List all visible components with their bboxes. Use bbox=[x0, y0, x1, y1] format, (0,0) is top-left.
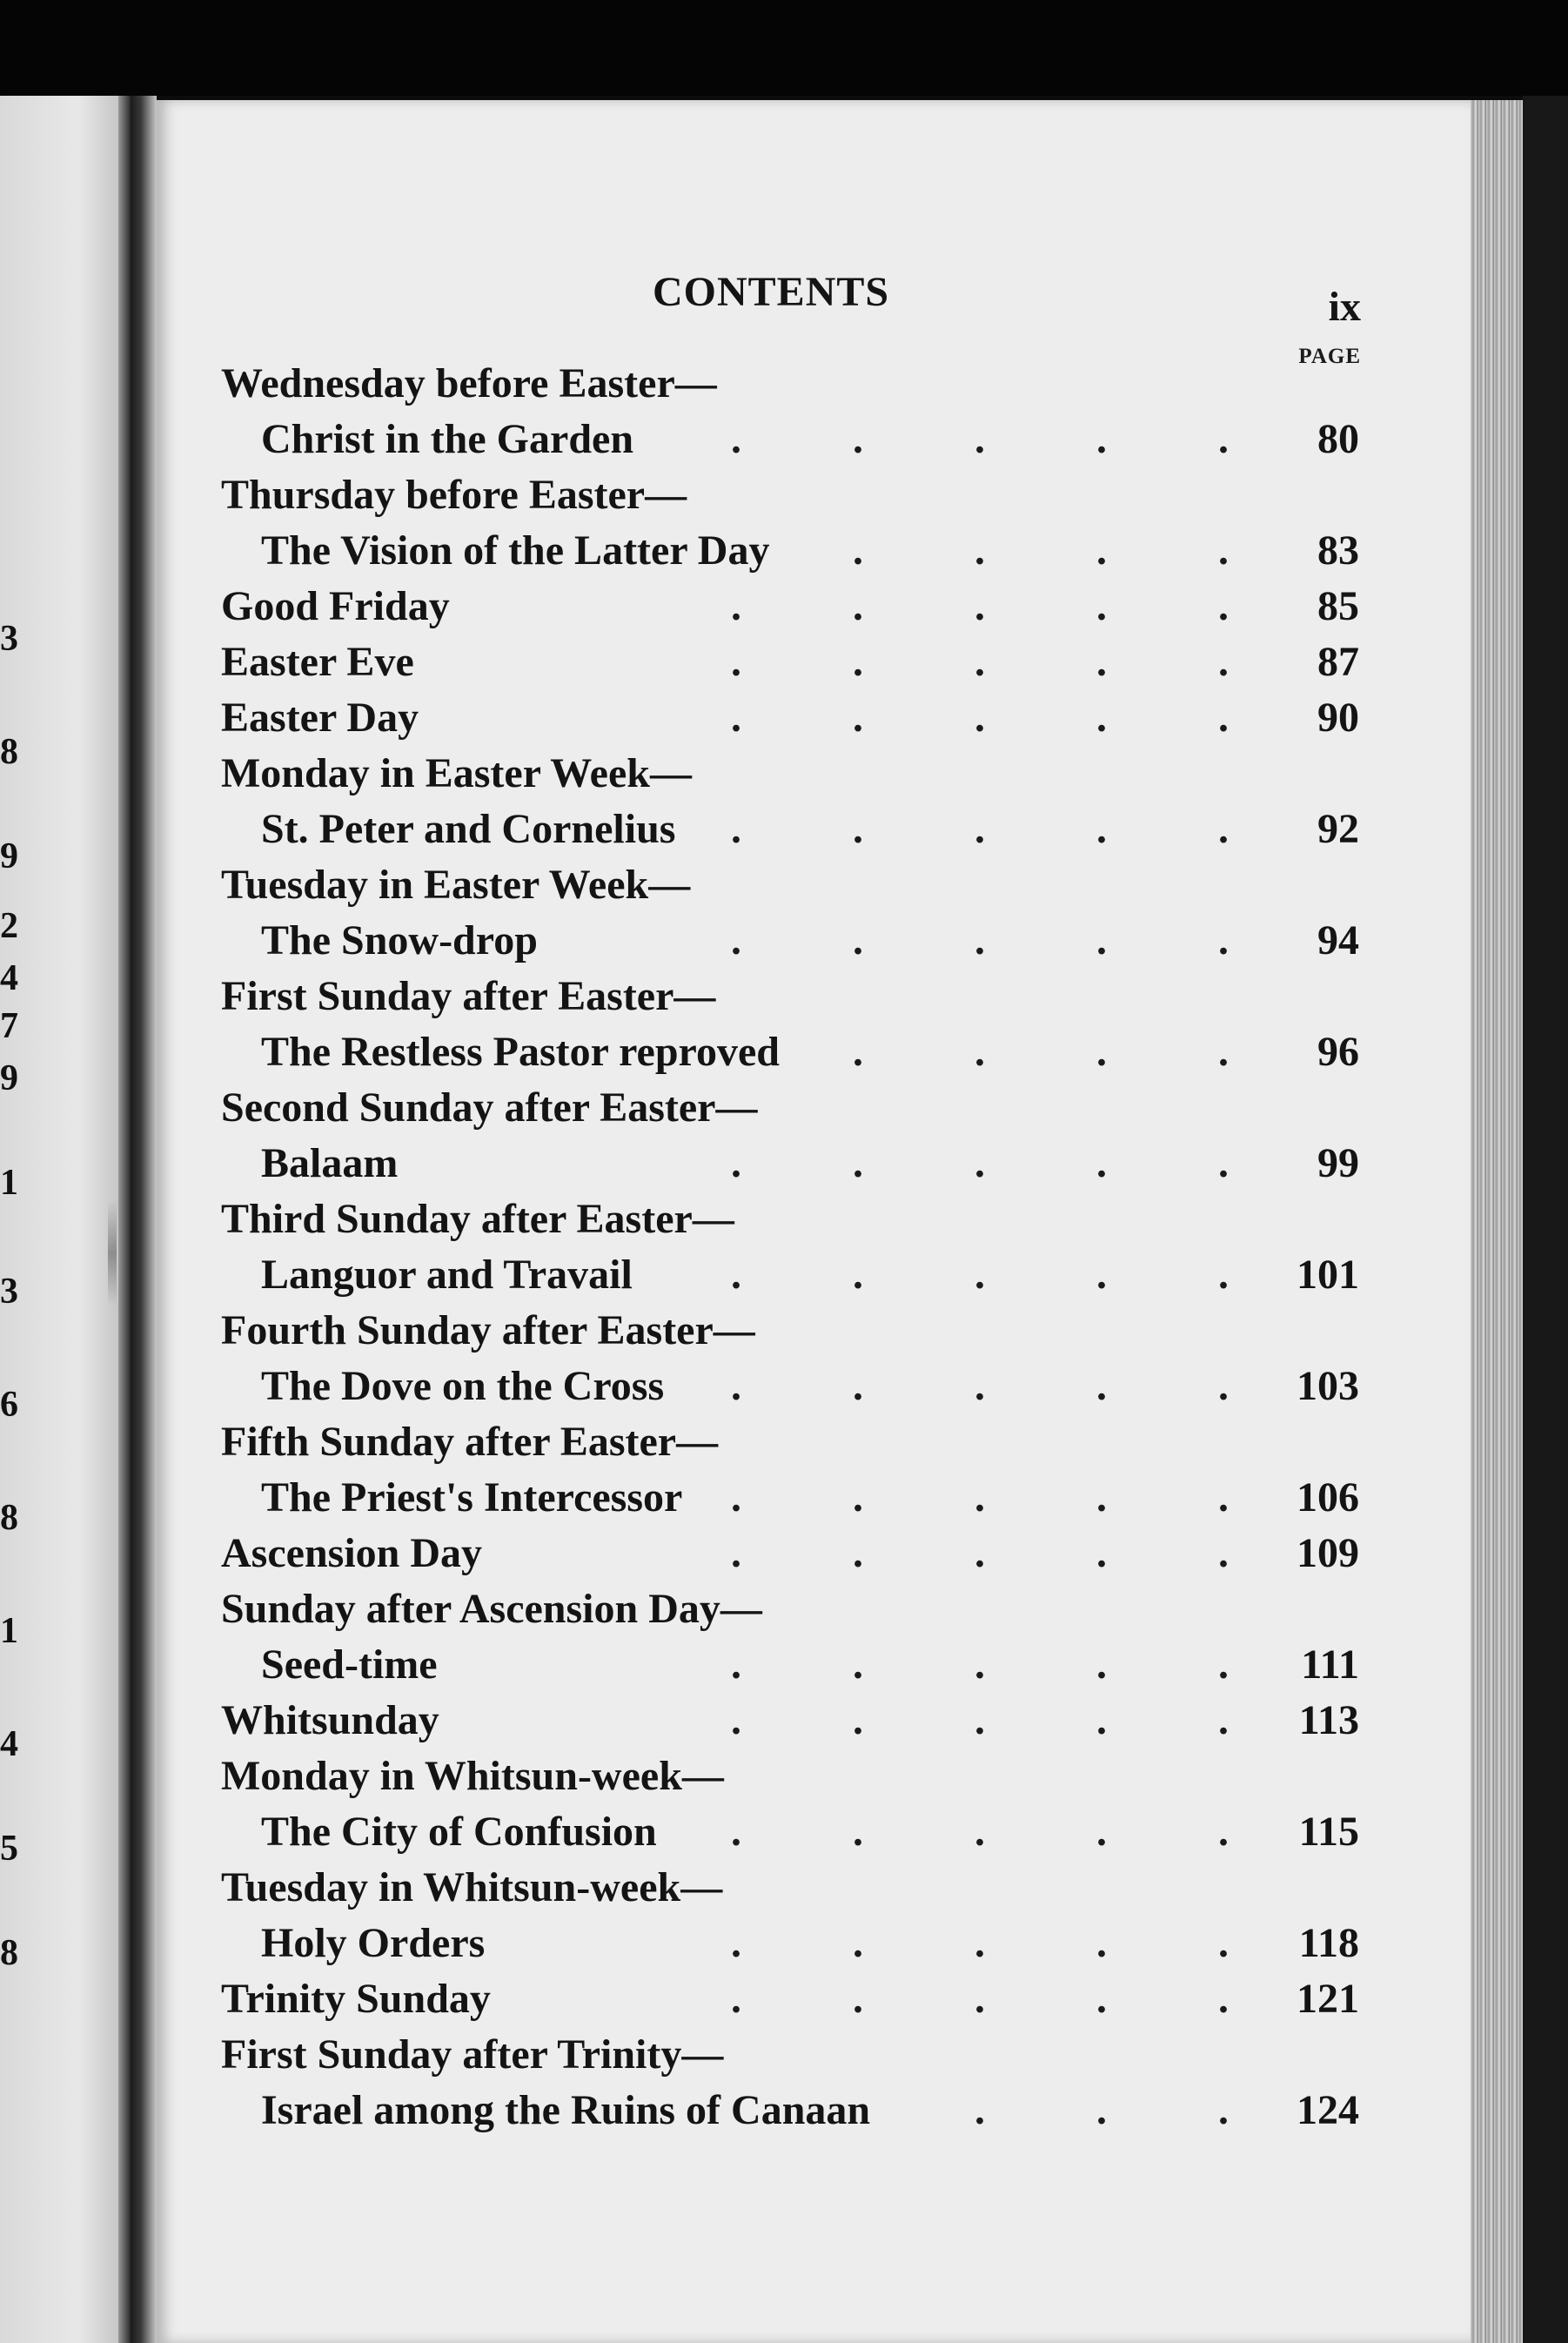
leader-dot: . bbox=[1218, 806, 1229, 852]
folio-page-number: ix bbox=[1328, 284, 1361, 330]
leader-dot: . bbox=[1218, 1474, 1229, 1521]
leader-dot: . bbox=[731, 1252, 741, 1298]
toc-entry bbox=[0, 1917, 1479, 1970]
facing-page-margin-digit: 4 bbox=[0, 1724, 18, 1764]
toc-entry bbox=[0, 1805, 1479, 1859]
toc-entry bbox=[0, 1471, 1479, 1525]
leader-dot: . bbox=[1218, 1029, 1229, 1075]
facing-page-margin-digit: 6 bbox=[0, 1385, 18, 1425]
leader-dot: . bbox=[975, 527, 985, 574]
leader-dot: . bbox=[975, 2087, 985, 2133]
leader-dot: . bbox=[853, 527, 863, 574]
leader-dot: . bbox=[975, 639, 985, 685]
toc-heading bbox=[0, 1304, 1479, 1358]
facing-page-margin-digit: 9 bbox=[0, 836, 18, 876]
toc-entry-title: Whitsunday bbox=[221, 1697, 439, 1743]
leader-dot: . bbox=[853, 1976, 863, 2022]
facing-page-margin-digit: 8 bbox=[0, 732, 18, 772]
toc-entry bbox=[0, 914, 1479, 968]
leader-dot: . bbox=[853, 1140, 863, 1186]
facing-page-margin-digit: 3 bbox=[0, 1272, 18, 1312]
toc-heading-text: Sunday after Ascension Day— bbox=[221, 1586, 762, 1632]
toc-heading bbox=[0, 468, 1479, 522]
toc-heading-text: Fifth Sunday after Easter— bbox=[221, 1419, 719, 1465]
toc-entry-title: The Restless Pastor reproved bbox=[261, 1029, 780, 1075]
leader-dot: . bbox=[1096, 583, 1107, 629]
toc-page-number: 113 bbox=[1298, 1697, 1359, 1743]
toc-page-number: 85 bbox=[1317, 583, 1359, 629]
leader-dot: . bbox=[731, 1809, 741, 1855]
toc-entry bbox=[0, 1694, 1479, 1748]
leader-dot: . bbox=[731, 1140, 741, 1186]
toc-entry-title: Seed-time bbox=[261, 1641, 438, 1688]
leader-dot: . bbox=[1218, 1252, 1229, 1298]
toc-page-number: 118 bbox=[1298, 1920, 1359, 1966]
toc-page-number: 103 bbox=[1297, 1363, 1359, 1409]
toc-page-number: 121 bbox=[1297, 1976, 1359, 2022]
leader-dot: . bbox=[853, 639, 863, 685]
toc-entry-title: The Snow-drop bbox=[261, 917, 538, 963]
toc-heading-text: Third Sunday after Easter— bbox=[221, 1196, 734, 1242]
leader-dot: . bbox=[1096, 1920, 1107, 1966]
leader-dot: . bbox=[1096, 695, 1107, 741]
toc-page-number: 99 bbox=[1317, 1140, 1359, 1186]
toc-heading bbox=[0, 747, 1479, 801]
toc-page-number: 124 bbox=[1297, 2087, 1359, 2133]
toc-heading bbox=[0, 1192, 1479, 1246]
leader-dot: . bbox=[731, 1363, 741, 1409]
leader-dot: . bbox=[1218, 1920, 1229, 1966]
leader-dot: . bbox=[731, 1641, 741, 1688]
toc-heading bbox=[0, 2028, 1479, 2082]
leader-dot: . bbox=[1096, 2087, 1107, 2133]
facing-page-margin-digit: 8 bbox=[0, 1498, 18, 1538]
toc-entry bbox=[0, 524, 1479, 578]
leader-dot: . bbox=[853, 1530, 863, 1576]
toc-entry-title: Israel among the Ruins of Canaan bbox=[261, 2087, 871, 2133]
leader-dot: . bbox=[1218, 1363, 1229, 1409]
leader-dot: . bbox=[853, 1029, 863, 1075]
toc-entry-title: The Priest's Intercessor bbox=[261, 1474, 683, 1521]
toc-entry bbox=[0, 1137, 1479, 1191]
toc-heading-text: Tuesday in Easter Week— bbox=[221, 862, 691, 908]
toc-entry-title: Easter Eve bbox=[221, 639, 414, 685]
toc-entry-title: Trinity Sunday bbox=[221, 1976, 491, 2022]
leader-dot: . bbox=[853, 1920, 863, 1966]
toc-entry-title: Ascension Day bbox=[221, 1530, 483, 1576]
leader-dot: . bbox=[975, 1252, 985, 1298]
running-head-title: CONTENTS bbox=[653, 269, 890, 315]
leader-dot: . bbox=[975, 1140, 985, 1186]
leader-dot: . bbox=[853, 1252, 863, 1298]
leader-dot: . bbox=[1096, 527, 1107, 574]
leader-dot: . bbox=[1096, 1252, 1107, 1298]
leader-dot: . bbox=[731, 639, 741, 685]
facing-page-margin-digit: 5 bbox=[0, 1829, 18, 1869]
toc-entry-title: The Vision of the Latter Day bbox=[261, 527, 770, 574]
toc-heading-text: Second Sunday after Easter— bbox=[221, 1084, 758, 1131]
toc-entry bbox=[0, 1025, 1479, 1079]
leader-dot: . bbox=[731, 695, 741, 741]
leader-dot: . bbox=[975, 1530, 985, 1576]
leader-dot: . bbox=[1218, 2087, 1229, 2133]
facing-page-margin-digit: 1 bbox=[0, 1163, 18, 1203]
toc-entry bbox=[0, 1972, 1479, 2026]
leader-dot: . bbox=[731, 1920, 741, 1966]
leader-dot: . bbox=[975, 1809, 985, 1855]
toc-heading-text: Fourth Sunday after Easter— bbox=[221, 1307, 755, 1353]
leader-dot: . bbox=[1218, 695, 1229, 741]
toc-entry bbox=[0, 1638, 1479, 1692]
toc-page-number: 87 bbox=[1317, 639, 1359, 685]
leader-dot: . bbox=[1218, 527, 1229, 574]
leader-dot: . bbox=[1218, 583, 1229, 629]
toc-page-number: 115 bbox=[1298, 1809, 1359, 1855]
leader-dot: . bbox=[731, 1976, 741, 2022]
toc-entry bbox=[0, 580, 1479, 634]
facing-page-margin-digit: 1 bbox=[0, 1611, 18, 1651]
page-column-label: PAGE bbox=[1298, 345, 1361, 368]
toc-entry-title: Languor and Travail bbox=[261, 1252, 633, 1298]
toc-heading-text: First Sunday after Trinity— bbox=[221, 2031, 724, 2078]
toc-entry bbox=[0, 1248, 1479, 1302]
toc-entry-title: Easter Day bbox=[221, 695, 419, 741]
toc-page-number: 94 bbox=[1317, 917, 1359, 963]
leader-dot: . bbox=[731, 806, 741, 852]
facing-page-margin-digit: 8 bbox=[0, 1933, 18, 1973]
leader-dot: . bbox=[1096, 1809, 1107, 1855]
leader-dot: . bbox=[1218, 1140, 1229, 1186]
leader-dot: . bbox=[1218, 1641, 1229, 1688]
leader-dot: . bbox=[975, 416, 985, 462]
facing-page-margin-digit: 2 bbox=[0, 906, 18, 946]
leader-dot: . bbox=[853, 583, 863, 629]
leader-dot: . bbox=[731, 1697, 741, 1743]
toc-heading-text: Monday in Easter Week— bbox=[221, 750, 692, 796]
toc-heading bbox=[0, 357, 1479, 411]
leader-dot: . bbox=[975, 1697, 985, 1743]
leader-dot: . bbox=[853, 806, 863, 852]
leader-dot: . bbox=[975, 917, 985, 963]
leader-dot: . bbox=[975, 806, 985, 852]
facing-page-margin-digit: 7 bbox=[0, 1006, 18, 1046]
toc-entry-title: The City of Confusion bbox=[261, 1809, 657, 1855]
toc-entry bbox=[0, 635, 1479, 689]
leader-dot: . bbox=[1096, 1641, 1107, 1688]
leader-dot: . bbox=[853, 1697, 863, 1743]
leader-dot: . bbox=[1096, 1697, 1107, 1743]
leader-dot: . bbox=[731, 416, 741, 462]
leader-dot: . bbox=[853, 1474, 863, 1521]
toc-page-number: 92 bbox=[1317, 806, 1359, 852]
leader-dot: . bbox=[1096, 639, 1107, 685]
toc-page-number: 111 bbox=[1301, 1641, 1359, 1688]
toc-entry bbox=[0, 413, 1479, 467]
leader-dot: . bbox=[975, 583, 985, 629]
leader-dot: . bbox=[975, 1029, 985, 1075]
toc-entry bbox=[0, 802, 1479, 856]
toc-heading bbox=[0, 970, 1479, 1024]
toc-heading-text: Tuesday in Whitsun-week— bbox=[221, 1864, 723, 1910]
toc-page-number: 101 bbox=[1297, 1252, 1359, 1298]
toc-entry bbox=[0, 1359, 1479, 1413]
leader-dot: . bbox=[1218, 1530, 1229, 1576]
toc-heading bbox=[0, 1081, 1479, 1135]
leader-dot: . bbox=[1218, 1976, 1229, 2022]
leader-dot: . bbox=[975, 1641, 985, 1688]
leader-dot: . bbox=[975, 695, 985, 741]
toc-page-number: 106 bbox=[1297, 1474, 1359, 1521]
leader-dot: . bbox=[853, 1363, 863, 1409]
leader-dot: . bbox=[1096, 1029, 1107, 1075]
toc-entry-title: Good Friday bbox=[221, 583, 450, 629]
facing-page-margin-digit: 3 bbox=[0, 619, 18, 659]
toc-entry-title: Holy Orders bbox=[261, 1920, 486, 1966]
leader-dot: . bbox=[1096, 917, 1107, 963]
leader-dot: . bbox=[1218, 639, 1229, 685]
leader-dot: . bbox=[853, 1809, 863, 1855]
toc-heading bbox=[0, 1582, 1479, 1636]
leader-dot: . bbox=[975, 1920, 985, 1966]
leader-dot: . bbox=[1096, 416, 1107, 462]
toc-heading-text: Monday in Whitsun-week— bbox=[221, 1753, 724, 1799]
toc-entry-title: Christ in the Garden bbox=[261, 416, 634, 462]
toc-entry bbox=[0, 2084, 1479, 2138]
leader-dot: . bbox=[975, 1976, 985, 2022]
toc-entry bbox=[0, 1527, 1479, 1581]
leader-dot: . bbox=[1096, 1530, 1107, 1576]
leader-dot: . bbox=[853, 1641, 863, 1688]
toc-page-number: 90 bbox=[1317, 695, 1359, 741]
toc-heading bbox=[0, 858, 1479, 912]
leader-dot: . bbox=[731, 1474, 741, 1521]
facing-page-margin-digit: 9 bbox=[0, 1058, 18, 1098]
toc-heading bbox=[0, 1861, 1479, 1915]
toc-entry bbox=[0, 691, 1479, 745]
toc-heading bbox=[0, 1415, 1479, 1469]
toc-page-number: 109 bbox=[1297, 1530, 1359, 1576]
leader-dot: . bbox=[1096, 1976, 1107, 2022]
leader-dot: . bbox=[853, 416, 863, 462]
toc-entry-title: St. Peter and Cornelius bbox=[261, 806, 676, 852]
leader-dot: . bbox=[1218, 1809, 1229, 1855]
leader-dot: . bbox=[975, 1363, 985, 1409]
toc-page-number: 96 bbox=[1317, 1029, 1359, 1075]
toc-page-number: 80 bbox=[1317, 416, 1359, 462]
toc-page-number: 83 bbox=[1317, 527, 1359, 574]
toc-heading-text: Thursday before Easter— bbox=[221, 472, 687, 518]
leader-dot: . bbox=[1096, 1363, 1107, 1409]
toc-heading-text: Wednesday before Easter— bbox=[221, 360, 717, 406]
leader-dot: . bbox=[731, 917, 741, 963]
leader-dot: . bbox=[853, 695, 863, 741]
toc-heading bbox=[0, 1749, 1479, 1803]
facing-page-margin-digit: 4 bbox=[0, 958, 18, 998]
leader-dot: . bbox=[1096, 1140, 1107, 1186]
toc-entry-title: The Dove on the Cross bbox=[261, 1363, 665, 1409]
leader-dot: . bbox=[1218, 917, 1229, 963]
leader-dot: . bbox=[731, 583, 741, 629]
leader-dot: . bbox=[1096, 1474, 1107, 1521]
toc-heading-text: First Sunday after Easter— bbox=[221, 973, 716, 1019]
toc-entry-title: Balaam bbox=[261, 1140, 399, 1186]
leader-dot: . bbox=[1218, 1697, 1229, 1743]
leader-dot: . bbox=[731, 1530, 741, 1576]
leader-dot: . bbox=[1218, 416, 1229, 462]
leader-dot: . bbox=[975, 1474, 985, 1521]
leader-dot: . bbox=[1096, 806, 1107, 852]
leader-dot: . bbox=[853, 917, 863, 963]
